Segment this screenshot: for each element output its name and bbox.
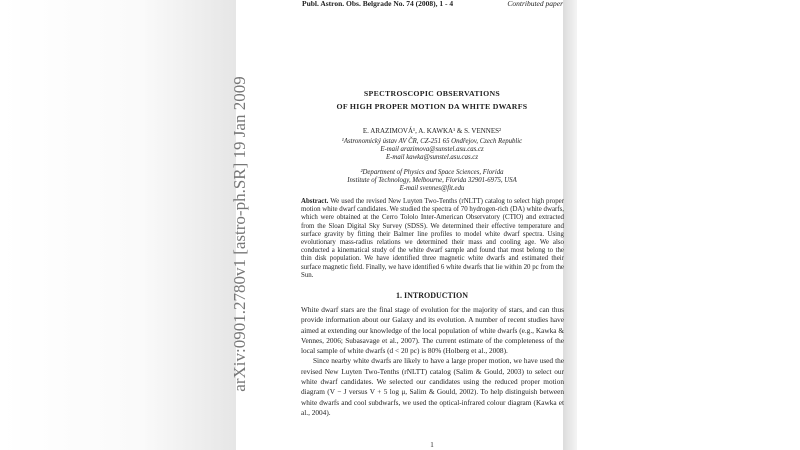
abstract-label: Abstract.: [301, 198, 329, 205]
journal-header: Publ. Astron. Obs. Belgrade No. 74 (2008), 1 - 4: [302, 0, 454, 8]
introduction-body: [301, 305, 564, 418]
affiliation-1-email-1: E-mail arazimova@sunstel.asu.cas.cz: [380, 146, 484, 153]
affiliation-2-email: E-mail svennes@fit.edu: [399, 185, 465, 192]
affiliation-1: ¹Astronomický ústav AV ČR, CZ-251 65 Ondřejov, Czech Republic: [341, 138, 523, 145]
affiliation-1-email-2: E-mail kawka@sunstel.asu.cas.cz: [386, 154, 478, 161]
title-line-1: SPECTROSCOPIC OBSERVATIONS: [363, 89, 501, 98]
affiliation-2: ²Department of Physics and Space Sciences, Florida: [360, 169, 504, 176]
arxiv-stamp: arXiv:0901.2780v1 [astro-ph.SR] 19 Jan 2009: [230, 76, 249, 392]
affiliation-2-line-2: Institute of Technology, Melbourne, Florida 32901-6975, USA: [347, 177, 517, 184]
paper-type: Contributed paper: [507, 0, 563, 8]
section-heading: 1. INTRODUCTION: [395, 291, 468, 300]
paragraph: White dwarf stars are the final stage of evolution for the majority of stars, and can thus provide information about our Galaxy and its evolution. A number of recent studies have aimed at extending our knowledge of the local population of white dwarfs (e.g., Kawka & Vennes, 2006; Subasavage et al., 2007). The current estimate of the completeness of the local sample of white dwarfs (d < 20 pc) is 80% (Holberg et al., 2008).: [301, 305, 564, 356]
abstract: [301, 198, 564, 280]
paragraph: Since nearby white dwarfs are likely to have a large proper motion, we have used the revised New Luyten Two-Tenths (rNLTT) catalog (Salim & Gould, 2003) to select our white dwarf candidates. We selected our candidates using the reduced proper motion diagram (V − J versus V + 5 log μ, Salim & Gould, 2002). To help distinguish between white dwarfs and cool subdwarfs, we used the optical-infrared colour diagram (Kawka et al., 2004).: [301, 356, 564, 417]
viewer-background-right: [563, 0, 577, 450]
viewer-background-left: [0, 0, 236, 450]
authors: E. ARAZIMOVÁ¹, A. KAWKA¹ & S. VENNES²: [362, 127, 502, 135]
page-number: 1: [430, 441, 434, 449]
abstract-text: We used the revised New Luyten Two-Tenths (rNLTT) catalog to select high proper motion white dwarf candidates. We studied the spectra of 70 hydrogen-rich (DA) white dwarfs, which were obtained at the Cerro Tololo Inter-American Observatory (CTIO) and extracted from the Sloan Digital Sky Survey (SDSS). We determined their effective temperature and surface gravity by fitting their Balmer line profiles to model white dwarf spectra. Using evolutionary mass-radius relations we determined their mass and cooling age. We also conducted a kinematical study of the white dwarf sample and found that most belong to the thin disk population. We have identified three magnetic white dwarfs and estimated their surface magnetic field. Finally, we have identified 6 white dwarfs that lie within 20 pc from the Sun.: [301, 198, 564, 279]
title-line-2: OF HIGH PROPER MOTION DA WHITE DWARFS: [336, 102, 528, 111]
